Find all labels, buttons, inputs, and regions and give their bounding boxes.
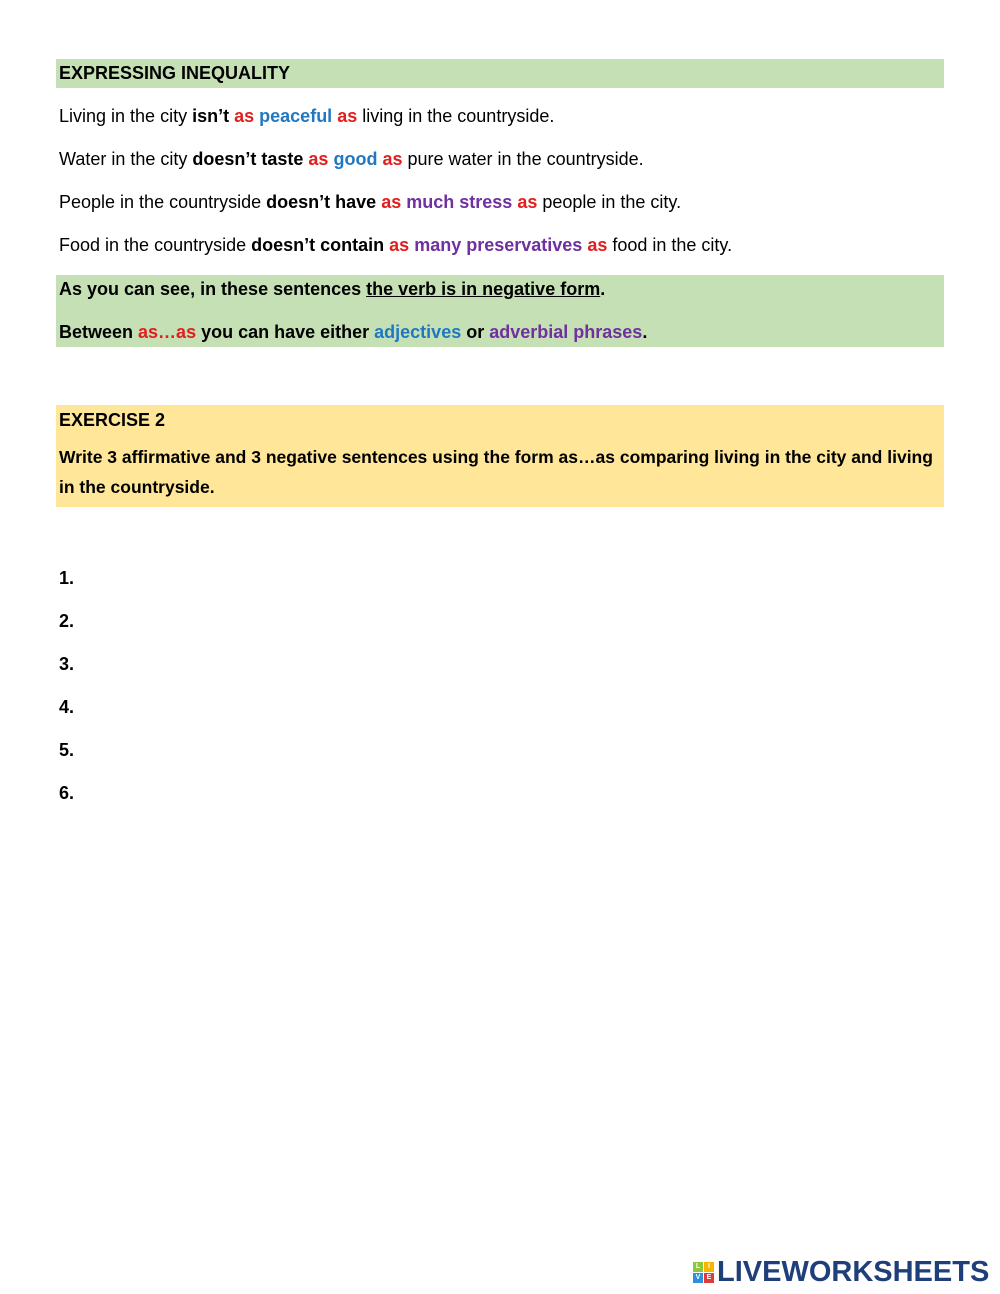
- answer-number: 2.: [59, 611, 75, 631]
- text-segment: Water in the city: [59, 149, 193, 169]
- note-line: [59, 279, 605, 299]
- text-segment: as: [517, 192, 538, 212]
- text-segment: you can have either: [196, 322, 375, 342]
- text-segment: as: [234, 106, 255, 126]
- text-segment: as: [587, 235, 608, 255]
- logo-tiles-icon: [693, 1262, 714, 1283]
- text-segment: peaceful: [259, 106, 333, 126]
- liveworksheets-logo: [693, 1256, 989, 1289]
- logo-tile: E: [704, 1273, 714, 1283]
- exercise-box: [56, 405, 944, 507]
- answer-number: 4.: [59, 697, 75, 717]
- text-segment: isn’t: [192, 106, 230, 126]
- answer-number: 5.: [59, 740, 75, 760]
- text-segment: .: [600, 279, 606, 299]
- text-segment: people in the city.: [537, 192, 682, 212]
- logo-tile: I: [704, 1262, 714, 1272]
- text-segment: as: [381, 192, 402, 212]
- exercise-instruction: Write 3 affirmative and 3 negative sentences using the form as…as comparing living in the city and living in the countryside.: [59, 447, 933, 497]
- text-segment: doesn’t have: [266, 192, 377, 212]
- text-segment: many preservatives: [414, 235, 583, 255]
- exercise-title: EXERCISE 2: [59, 410, 166, 430]
- note-line: [59, 322, 647, 342]
- text-segment: As you can see, in these sentences: [59, 279, 367, 299]
- text-segment: Living in the city: [59, 106, 193, 126]
- logo-tile: L: [693, 1262, 703, 1272]
- example-sentence: [59, 235, 732, 255]
- text-segment: living in the countryside.: [357, 106, 555, 126]
- logo-tile: V: [693, 1273, 703, 1283]
- text-segment: People in the countryside: [59, 192, 267, 212]
- answer-number: 3.: [59, 654, 75, 674]
- text-segment: Between: [59, 322, 139, 342]
- text-segment: as: [337, 106, 358, 126]
- text-segment: the verb is in negative form: [366, 279, 601, 299]
- text-segment: as: [382, 149, 403, 169]
- text-segment: as: [389, 235, 410, 255]
- text-segment: or: [461, 322, 490, 342]
- text-segment: .: [642, 322, 648, 342]
- text-segment: adjectives: [374, 322, 462, 342]
- text-segment: much stress: [406, 192, 513, 212]
- section-title-bar: [56, 59, 944, 88]
- answer-number: 1.: [59, 568, 75, 588]
- example-sentence: [59, 149, 644, 169]
- text-segment: doesn’t taste: [192, 149, 304, 169]
- logo-text: LIVEWORKSHEETS: [717, 1256, 990, 1288]
- section-title: EXPRESSING INEQUALITY: [59, 63, 291, 83]
- text-segment: doesn’t contain: [251, 235, 385, 255]
- text-segment: good: [333, 149, 378, 169]
- text-segment: Food in the countryside: [59, 235, 252, 255]
- example-sentence: [59, 106, 554, 126]
- text-segment: adverbial phrases: [489, 322, 643, 342]
- text-segment: as…as: [138, 322, 197, 342]
- answer-number: 6.: [59, 783, 75, 803]
- text-segment: as: [308, 149, 329, 169]
- text-segment: food in the city.: [607, 235, 733, 255]
- example-sentence: [59, 192, 681, 212]
- text-segment: pure water in the countryside.: [402, 149, 644, 169]
